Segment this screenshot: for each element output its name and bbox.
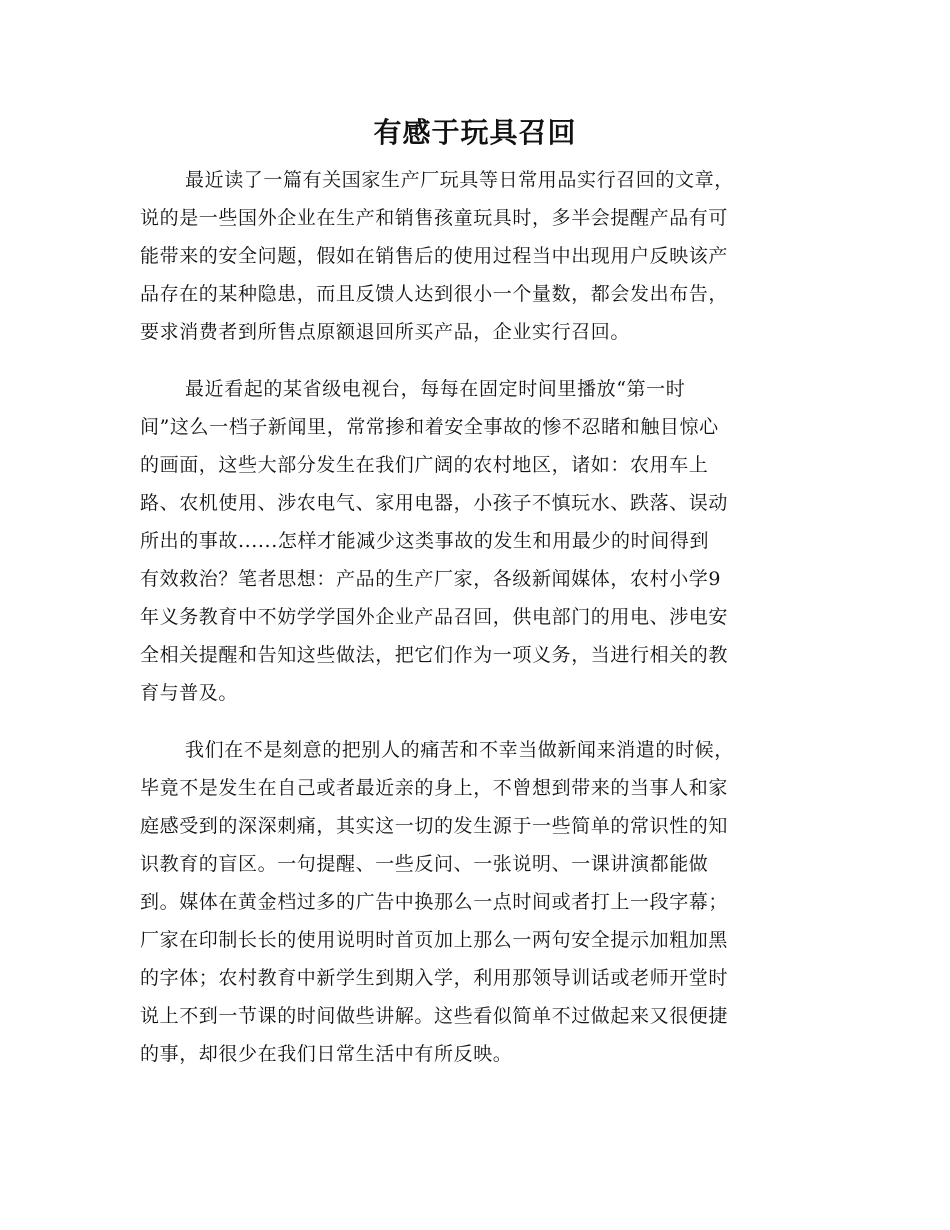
document-body [140,161,796,1092]
paragraph-line: 间”这么一档子新闻里，常常掺和着安全事故的惨不忍睹和触目惊心 [140,416,719,438]
paragraph-line: 能带来的安全问题，假如在销售后的使用过程当中出现用户反映该产 [140,245,729,267]
document-title: 有感于玩具召回 [373,116,577,149]
paragraph-3 [140,731,796,1073]
paragraph-line: 要求消费者到所售点原额退回所买产品，企业实行召回。 [140,321,631,343]
paragraph-1 [140,161,796,351]
paragraph-line: 所出的事故......怎样才能减少这类事故的发生和用最少的时间得到 [140,530,710,552]
paragraph-line: 庭感受到的深深刺痛，其实这一切的发生源于一些简单的常识性的知 [140,815,729,837]
paragraph-line: 厂家在印制长长的使用说明时首页加上那么一两句安全提示加粗加黑 [140,929,729,951]
paragraph-line: 的字体；农村教育中新学生到期入学，利用那领导训话或老师开堂时 [140,967,729,989]
paragraph-line: 到。媒体在黄金档过多的广告中换那么一点时间或者打上一段字幕； [140,891,729,913]
paragraph-line: 路、农机使用、涉农电气、家用电器，小孩子不慎玩水、跌落、误动 [140,492,729,514]
paragraph-line: 毕竟不是发生在自己或者最近亲的身上，不曾想到带来的当事人和家 [140,777,729,799]
paragraph-2 [140,370,796,712]
paragraph-line: 有效救治？笔者思想：产品的生产厂家，各级新闻媒体，农村小学9 [140,568,722,590]
paragraph-line: 最近看起的某省级电视台，每每在固定时间里播放“第一时 [185,378,686,400]
paragraph-line: 我们在不是刻意的把别人的痛苦和不幸当做新闻来消遣的时候， [185,739,734,761]
paragraph-line: 说上不到一节课的时间做些讲解。这些看似简单不过做起来又很便捷 [140,1005,729,1027]
paragraph-line: 说的是一些国外企业在生产和销售孩童玩具时，多半会提醒产品有可 [140,207,729,229]
paragraph-line: 全相关提醒和告知这些做法，把它们作为一项义务，当进行相关的教 [140,644,729,666]
paragraph-line: 育与普及。 [140,682,239,704]
paragraph-line: 的画面，这些大部分发生在我们广阔的农村地区，诸如：农用车上 [140,454,709,476]
paragraph-line: 品存在的某种隐患，而且反馈人达到很小一个量数，都会发出布告， [140,283,729,305]
paragraph-line: 识教育的盲区。一句提醒、一些反问、一张说明、一课讲演都能做 [140,853,709,875]
paragraph-line: 的事，却很少在我们日常生活中有所反映。 [140,1043,513,1065]
paragraph-line: 最近读了一篇有关国家生产厂玩具等日常用品实行召回的文章， [185,169,734,191]
paragraph-line: 年义务教育中不妨学学国外企业产品召回，供电部门的用电、涉电安 [140,606,729,628]
